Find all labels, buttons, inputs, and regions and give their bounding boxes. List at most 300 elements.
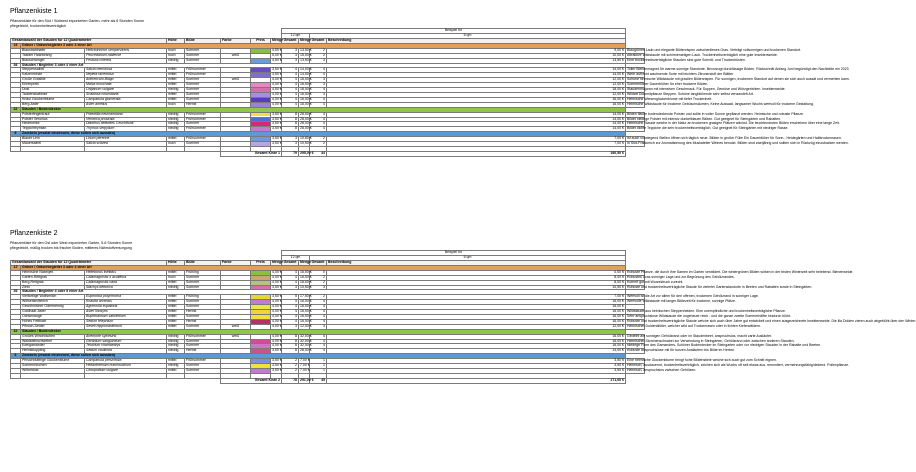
plant-description: Wehr aufrecht wachsende Sorte mit leichtem Zitronenduft der Blätter	[627, 72, 734, 77]
total-6qm: 14,00 €	[327, 117, 626, 122]
plant-height: mittel	[167, 270, 185, 275]
color-swatch-fill	[251, 49, 270, 53]
total-row	[11, 151, 645, 156]
plant-price: 3,50 €	[272, 72, 282, 77]
beispiel-header: Beispiel für	[282, 251, 626, 256]
color-swatch-fill	[251, 271, 270, 275]
plant-price: 4,00 €	[272, 96, 282, 101]
plant-latin-name: Potentilla neumanniana	[85, 112, 167, 117]
plant-name: Katzenminze	[21, 73, 85, 78]
color-swatch-fill	[251, 88, 270, 92]
total-6qm: 0,00 €	[327, 270, 626, 275]
plant-bloom-time: Sommer	[185, 275, 221, 280]
column-header: Höhe	[167, 39, 185, 44]
plant-name: Heidenelke	[21, 122, 85, 127]
plant-height: hoch	[167, 142, 185, 147]
plant-price: 4,00 €	[272, 323, 282, 328]
total-12qm: 28,00 €	[300, 126, 312, 131]
plant-description: Bilden flache bodendeckende Polster und sollte in voller Sonne gepflanzt werden. Heimische und robuste Pflanze.	[627, 111, 804, 116]
plant-name: Blaustrahlhafer	[21, 48, 85, 53]
total-12qm: 28,00 €	[300, 111, 312, 116]
plant-latin-name: Salvia nemorosa	[85, 68, 167, 73]
plant-latin-name: Sedum telephium	[85, 319, 167, 324]
plant-latin-name: Euphorbia polychroma	[85, 295, 167, 300]
plant-description: Heimische Wildstaude für trockene Gebüschsäumen. Keine Aussaat, langsamer Wuchs wertvoll für trockene Gestaltung.	[627, 101, 814, 106]
total-row	[11, 378, 645, 383]
plant-height: mittel	[167, 310, 185, 315]
qty-12qm: 4	[282, 92, 299, 97]
plant-bloom-time: Frühling	[185, 270, 221, 275]
qty-12qm: 3	[282, 285, 299, 290]
plant-description: Schöne heimische Wildstaude mit gracilen Blütenrispen. Für sonnigen, trockenen Standort auf denen sie sich auch aussät und vermehlen kann.	[627, 77, 850, 82]
plant-name: Dost	[21, 88, 85, 93]
plant-description: Toller Bienenmagnet für warme sonnige Standorte. Bevorzugt durchlässige Böden. Rückschnitt Anfang Juni begünstigt den Nachblüte ein 2023	[627, 67, 849, 72]
plant-name: Mauersalbei	[21, 142, 85, 147]
plant-bloom-time: Sommer	[185, 344, 221, 349]
qty-6qm: 1	[310, 364, 327, 369]
pflanzenkiste-1	[10, 8, 850, 157]
total-12qm: 16,00 €	[300, 318, 312, 323]
column-header: Gesamt	[310, 261, 327, 266]
total-12qm: 28,00 €	[300, 116, 312, 121]
total-6qm: 9,00 €	[327, 48, 626, 53]
total-qty-12qm: 78	[282, 378, 299, 383]
total-6qm: 16,00 €	[327, 102, 626, 107]
qty-12qm: 3	[282, 324, 299, 329]
qm6-header: 6 qm	[310, 256, 626, 261]
color-swatch-fill	[251, 93, 270, 97]
qty-6qm: 4	[310, 305, 327, 310]
total-6qm: 3,50 €	[327, 359, 626, 364]
plant-height: mittel	[167, 78, 185, 83]
total-12qm: 16,00 €	[300, 101, 312, 106]
plant-latin-name: Veronica prostrata	[85, 117, 167, 122]
total-6qm: 16,00 €	[327, 314, 626, 319]
plant-description: In Süd-Frankreich zur Aromatisierung des Muskateller Weines benutzt. Blüten sind zweijährig und sollten sich in Rückzüg einzubacken werden.	[627, 141, 849, 146]
total-6qm: 12,00 €	[327, 83, 626, 88]
section-count: 6	[11, 354, 21, 359]
qty-6qm: 2	[310, 48, 327, 53]
plant-bloom-time: Frühsommer	[185, 137, 221, 142]
qty-6qm: 0	[310, 270, 327, 275]
plant-name: Ehrenpreis	[21, 83, 85, 88]
qty-12qm: 3	[282, 142, 299, 147]
column-header: Gesamt	[310, 39, 327, 44]
plant-name: Edelgamander	[21, 344, 85, 349]
total-6qm: 7,00 €	[327, 295, 626, 300]
color-swatch-fill	[251, 73, 270, 77]
plant-price: 4,00 €	[272, 343, 282, 348]
plant-latin-name: Nepeta racemosa	[85, 73, 167, 78]
qty-12qm: 8	[282, 127, 299, 132]
total-12qm: 16,00 €	[300, 304, 312, 309]
kiste-title: Pflanzenkiste 2	[10, 230, 58, 237]
plant-bloom-time: Frühling	[185, 295, 221, 300]
plant-bloom-time: Frühsommer	[185, 127, 221, 132]
qty-6qm: 4	[310, 102, 327, 107]
plant-bloom-time: Sommer	[185, 300, 221, 305]
qty-6qm: 4	[310, 344, 327, 349]
total-12qm: 32,00 €	[300, 338, 312, 343]
qty-12qm: 8	[282, 344, 299, 349]
beispiel-header: Beispiel für	[282, 29, 626, 34]
plant-latin-name: Origanum vulgare	[85, 88, 167, 93]
plant-price: 3,50 €	[272, 367, 282, 372]
plant-bloom-time: Sommer	[185, 53, 221, 58]
column-header: Gesamt	[282, 39, 299, 44]
qty-12qm: 3	[282, 53, 299, 58]
total-6qm: 14,00 €	[327, 122, 626, 127]
plant-name: Teppichthymian	[21, 127, 85, 132]
total-12qm: 16,00 €	[300, 299, 312, 304]
qty-6qm: 3	[310, 83, 327, 88]
plant-bloom-time: Frühsommer	[185, 117, 221, 122]
color-swatch-fill	[251, 335, 270, 339]
plant-name: Hohes Fettblatt	[21, 319, 85, 324]
color-swatch-fill	[251, 122, 270, 126]
plant-bloom-time: Frühsommer	[185, 334, 221, 339]
plant-description: Robuste anspruchslose mit für kurzen Ausläufern bis Blüte im Herbst.	[627, 348, 735, 353]
kiste-desc1: Pflanzenkiste für den Süd / Südwest exponierten Garten, mehr als 6 Stunden Sonne	[10, 19, 145, 23]
total-12qm: 18,00 €	[300, 87, 312, 92]
color-swatch-fill	[251, 127, 270, 131]
total-12qm: 13,50 €	[300, 47, 312, 52]
total-12qm: 15,00 €	[300, 52, 312, 57]
qty-6qm: 1	[310, 359, 327, 364]
kiste-desc2: pflegeleicht, mäßig trocken bis frischer Boden, mittleres Nährstoffversorgung	[10, 245, 132, 250]
qty-6qm: 1	[310, 368, 327, 373]
color-swatch-fill	[251, 137, 270, 141]
column-header: Gesamt	[282, 261, 299, 266]
kiste-title: Pflanzenkiste 1	[10, 8, 58, 15]
plant-price: 4,00 €	[272, 269, 282, 274]
total-label: Gesamt Kiste 2	[221, 378, 282, 383]
plant-height: mittel	[167, 137, 185, 142]
qty-12qm: 8	[282, 117, 299, 122]
plant-price: 4,00 €	[272, 338, 282, 343]
plant-description: Wertvoll ist die Art vor allem für den offenen, trockenen Gehölzrand in sonniger Lage.	[627, 294, 759, 299]
qty-12qm: 2	[282, 359, 299, 364]
plant-price: 4,50 €	[272, 87, 282, 92]
plant-bloom-time: Herbst	[185, 310, 221, 315]
qty-6qm: 4	[310, 300, 327, 305]
total-6qm: 12,00 €	[327, 92, 626, 97]
total-sum-12qm: 295,00 €	[300, 150, 314, 155]
total-6qm: 18,00 €	[327, 88, 626, 93]
qty-6qm: 2	[310, 280, 327, 285]
plant-description: Heimische Wiesenglockenblume mit tiefer Trockenheit.	[627, 96, 713, 101]
total-6qm: 16,00 €	[327, 334, 626, 339]
color-swatch-fill	[251, 300, 270, 304]
total-6qm: 14,00 €	[327, 349, 626, 354]
section-label: Gräser / Gräserbegleiter 3 oder 4 einer Art	[21, 265, 626, 270]
plant-height: niedrig	[167, 88, 185, 93]
column-header: Beschreibung	[327, 261, 626, 266]
qty-12qm: 4	[282, 310, 299, 315]
plant-table	[10, 28, 850, 157]
plant-price: 4,00 €	[272, 318, 282, 323]
plant-latin-name: Helictotrichon sempervirens	[85, 48, 167, 53]
column-header: Menge	[300, 38, 312, 42]
pflanzenkiste-2	[10, 230, 916, 384]
plant-bloom-time: Sommer	[185, 280, 221, 285]
plant-description: Attraktive Wildstaude mit schirmenartigen Laub. Trockenheitsverträglich eine gute Insektenweide.	[627, 52, 778, 57]
plant-name: Berg-Reitgras	[21, 280, 85, 285]
qty-6qm: 2	[310, 295, 327, 300]
plant-height: niedrig	[167, 364, 185, 369]
section-count: 6	[11, 132, 21, 137]
plant-height: niedrig	[167, 112, 185, 117]
plant-latin-name: Seseli hippomarathrum	[85, 324, 167, 329]
plant-price: 3,50 €	[272, 284, 282, 289]
plant-price: 4,00 €	[272, 279, 282, 284]
plant-height: mittel	[167, 97, 185, 102]
color-swatch-fill	[251, 118, 270, 122]
qty-6qm: 4	[310, 127, 327, 132]
qty-6qm: 4	[310, 319, 327, 324]
plant-latin-name: Sedum cauticola	[85, 349, 167, 354]
total-6qm: 8,00 €	[327, 275, 626, 280]
qty-6qm: 4	[310, 122, 327, 127]
section-label: Stauden / Bodendecker	[21, 329, 626, 334]
plant-latin-name: Campanula glomerata	[85, 97, 167, 102]
qty-12qm: 4	[282, 97, 299, 102]
gesamtanzahl-label: Gesamtanzahl der Stauden für 12 Quadratmeter	[11, 39, 167, 44]
total-6qm: 16,00 €	[327, 339, 626, 344]
plant-name: Blauer Lein	[21, 137, 85, 142]
qm12-header: 12 qm	[282, 256, 310, 261]
qty-12qm: 3	[282, 48, 299, 53]
total-12qm: 16,00 €	[300, 91, 312, 96]
total-6qm: 16,00 €	[327, 319, 626, 324]
plant-height: mittel	[167, 300, 185, 305]
section-label: Zwiebeln (ersatzt einstreuen, diese sollen sich aussäen)	[21, 354, 626, 359]
column-header: Menge	[300, 260, 312, 264]
total-6qm: 3,50 €	[327, 368, 626, 373]
qty-6qm: 3	[310, 78, 327, 83]
plant-height: mittel	[167, 83, 185, 88]
total-6qm: 3,50 €	[327, 364, 626, 369]
total-12qm: 32,00 €	[300, 343, 312, 348]
plant-color-label: weiß	[221, 53, 251, 58]
total-6qm: 7,00 €	[327, 137, 626, 142]
gesamtanzahl-label: Gesamtanzahl der Stauden für 12 Quadratmeter	[11, 261, 167, 266]
total-12qm: 16,00 €	[300, 77, 312, 82]
color-swatch-fill	[251, 83, 270, 87]
qty-6qm: 3	[310, 324, 327, 329]
total-qty-12qm: 79	[282, 151, 299, 156]
total-12qm: 17,50 €	[300, 294, 312, 299]
qty-12qm: 8	[282, 112, 299, 117]
total-sum-6qm: 160,50 €	[327, 151, 626, 156]
qty-6qm: 4	[310, 112, 327, 117]
plant-description: Robuste und trockenheitsverträgliche Staude für vielerlei Gartenstandorte in Beeten und Rabatten sowie in Steingärten.	[627, 284, 813, 289]
qty-12qm: 4	[282, 270, 299, 275]
plant-price: 3,50 €	[272, 121, 282, 126]
plant-price: 4,00 €	[272, 77, 282, 82]
plant-name: Steppensalbei	[21, 68, 85, 73]
total-12qm: 16,00 €	[300, 96, 312, 101]
column-header: Preis	[251, 39, 271, 44]
column-header: Farbe	[221, 261, 251, 266]
color-swatch-fill	[251, 315, 270, 319]
plant-bloom-time: Sommer	[185, 92, 221, 97]
plant-latin-name: Teucrium chamaedrys	[85, 344, 167, 349]
plant-description: Niedrige Form des Gamanders. Schöner Bodendecker im Steingarten oder vor niedrigen Stauden in der Rabatte und Beeten.	[627, 343, 822, 348]
total-12qm: 28,00 €	[300, 121, 312, 126]
qty-12qm: 8	[282, 122, 299, 127]
plant-height: hoch	[167, 48, 185, 53]
qty-12qm: 4	[282, 83, 299, 88]
plant-latin-name: Anemone sylvestris	[85, 334, 167, 339]
total-qty-6qm: 45	[310, 378, 327, 383]
total-6qm: 16,00 €	[327, 97, 626, 102]
total-12qm: 16,00 €	[300, 313, 312, 318]
plant-name: Wiesenknöterich	[21, 300, 85, 305]
plant-description: Blaugrünes Laub und elegante Blütenrispen zwischenlieses Gras. Verträgt vollsonnigen und trockenen Standort.	[627, 47, 801, 52]
plant-description: Robustes Gras sonniger Lage und zur Begrünung des Gehölzrandes.	[627, 274, 735, 279]
plant-price: 3,50 €	[272, 67, 282, 72]
plant-name: Heimische Naxeqelt	[21, 270, 85, 275]
plant-name: Herbstkuppling	[21, 349, 85, 354]
total-6qm: 16,00 €	[327, 300, 626, 305]
color-swatch-fill	[251, 364, 270, 368]
qty-12qm: 4	[282, 305, 299, 310]
color-swatch-fill	[251, 78, 270, 82]
plant-bloom-time: Sommer	[185, 83, 221, 88]
qty-6qm: 3	[310, 58, 327, 63]
plant-color-label: weiß	[221, 324, 251, 329]
plant-bloom-time: Sommer	[185, 58, 221, 63]
plant-latin-name: Buphthalmum salicifolium	[85, 314, 167, 319]
total-6qm: 14,00 €	[327, 73, 626, 78]
total-6qm: 10,50 €	[327, 285, 626, 290]
plant-latin-name: Geranium sanguineum	[85, 339, 167, 344]
total-6qm: 8,00 €	[327, 280, 626, 285]
plant-latin-name: Calamagrostis x acutiflora	[85, 275, 167, 280]
plant-bloom-time: Sommer	[185, 122, 221, 127]
color-swatch-fill	[251, 276, 270, 280]
plant-name: Ochsenauge	[21, 314, 85, 319]
total-12qm: 10,50 €	[300, 136, 312, 141]
plant-description: Bildet niedrige Polster mit intensiv dunkelblauen Blüten. Gut geeignet für Steingärten und Rabatten.	[627, 116, 782, 121]
plant-latin-name: Knautia arvensis	[85, 300, 167, 305]
plant-price: 3,50 €	[272, 111, 282, 116]
color-swatch-fill	[251, 59, 270, 63]
plant-latin-name: Campanula persicifolia	[85, 359, 167, 364]
qty-12qm: 4	[282, 68, 299, 73]
plant-latin-name: Thymus serpyllum	[85, 127, 167, 132]
plant-height: mittel	[167, 314, 185, 319]
plant-bloom-time: Sommer	[185, 339, 221, 344]
plant-name: Blauschwingel	[21, 58, 85, 63]
plant-description: Ist auch vorwiegend Stellen öffnen sich täglich neue. Blüten in großer Fülle Ein Dauerblüher für Sonn.- Heidegärten und Halbtrockenrasen.	[627, 136, 842, 141]
plant-name: Sonnenröschen	[21, 364, 85, 369]
plant-name: Goldhaar-Aster	[21, 310, 85, 315]
plant-height: niedrig	[167, 58, 185, 63]
total-6qm: 7,00 €	[327, 142, 626, 147]
plant-bloom-time: Sommer	[185, 78, 221, 83]
plant-price: 4,00 €	[272, 274, 282, 279]
color-swatch-fill	[251, 142, 270, 146]
plant-name: Vielfarbige Wolfsmilch	[21, 295, 85, 300]
total-12qm: 16,00 €	[300, 309, 312, 314]
qty-6qm: 3	[310, 285, 327, 290]
total-12qm: 16,00 €	[300, 269, 312, 274]
color-swatch-fill	[251, 281, 270, 285]
color-swatch-fill	[251, 305, 270, 309]
column-header: Menge	[272, 260, 284, 264]
column-header: Menge	[272, 38, 284, 42]
section-count: 32	[11, 329, 21, 334]
plant-description: Heimische Staude welche in der Natur an trockenen grasigen Plätzen wächst. Die leuchtendroten Blüten erscheinen über eine lange Zeit.	[627, 121, 840, 126]
total-12qm: 7,00 €	[300, 363, 310, 368]
color-swatch-fill	[251, 286, 270, 290]
plant-name: Gewöhnlicher Odermennig	[21, 305, 85, 310]
qty-6qm: 4	[310, 68, 327, 73]
color-swatch-fill	[251, 310, 270, 314]
qty-6qm: 3	[310, 92, 327, 97]
plant-latin-name: Linum perenne	[85, 137, 167, 142]
total-12qm: 10,50 €	[300, 141, 312, 146]
plant-latin-name: Stachys betonica	[85, 285, 167, 290]
plant-price: 4,00 €	[272, 101, 282, 106]
plant-price: 3,50 €	[272, 348, 282, 353]
qty-6qm: 2	[310, 142, 327, 147]
qty-6qm: 4	[310, 310, 327, 315]
plant-bloom-time: Sommer	[185, 97, 221, 102]
plant-height: hoch	[167, 275, 185, 280]
plant-bloom-time: Sommer	[185, 305, 221, 310]
plant-bloom-time: Sommer	[185, 314, 221, 319]
plant-bloom-time: Herbst	[185, 349, 221, 354]
plant-height: mittel	[167, 92, 185, 97]
plant-price: 4,00 €	[272, 91, 282, 96]
plant-height: niedrig	[167, 122, 185, 127]
section-label: Zwiebeln (ersatzt einstreuen, diese sollen sich aussäen)	[21, 132, 626, 137]
plant-height: mittel	[167, 319, 185, 324]
qty-12qm: 8	[282, 339, 299, 344]
plant-color-label: weiß	[221, 78, 251, 83]
total-12qm: 32,00 €	[300, 333, 312, 338]
plant-latin-name: Agrimonia eupatoria	[85, 305, 167, 310]
qty-6qm: 4	[310, 117, 327, 122]
plant-price: 3,50 €	[272, 141, 282, 146]
plant-description: Heimisch, anspruchslos zwischen Gehölzen.	[627, 367, 697, 372]
plant-bloom-time: Frühsommer	[185, 68, 221, 73]
plant-bloom-time: Sommer	[185, 368, 221, 373]
plant-name: Pfirsichblättrige Glockenblume	[21, 359, 85, 364]
plant-name: Große Graslilie	[21, 78, 85, 83]
total-12qm: 14,00 €	[300, 72, 312, 77]
plant-description: Wildstaude aus heimischen Steppenheiden. Eine unempfindliche und trockenheitsverträgliche Pflanze.	[627, 309, 786, 314]
plant-latin-name: Malva moschata	[85, 83, 167, 88]
total-6qm: 13,50 €	[327, 58, 626, 63]
plant-height: mittel	[167, 324, 185, 329]
plant-description: Robuste und trockenheitsverträgliche Staude welche sich auch über Jahre gut entwickelt und einen ausgezeichnete Insektenweide. Die lila Dolden zieren auch abgeblüht über den Winter.	[627, 318, 916, 323]
total-6qm: 16,00 €	[327, 310, 626, 315]
color-swatch-fill	[251, 359, 270, 363]
column-header: Farbe	[221, 39, 251, 44]
column-header: Blüte	[185, 261, 221, 266]
plant-table	[10, 250, 916, 383]
plant-price: 3,50 €	[272, 136, 282, 141]
plant-bloom-time: Herbst	[185, 319, 221, 324]
plant-name: Taubenskabiose	[21, 92, 85, 97]
color-swatch-fill	[251, 340, 270, 344]
total-12qm: 13,50 €	[300, 57, 312, 62]
total-6qm: 14,00 €	[327, 127, 626, 132]
